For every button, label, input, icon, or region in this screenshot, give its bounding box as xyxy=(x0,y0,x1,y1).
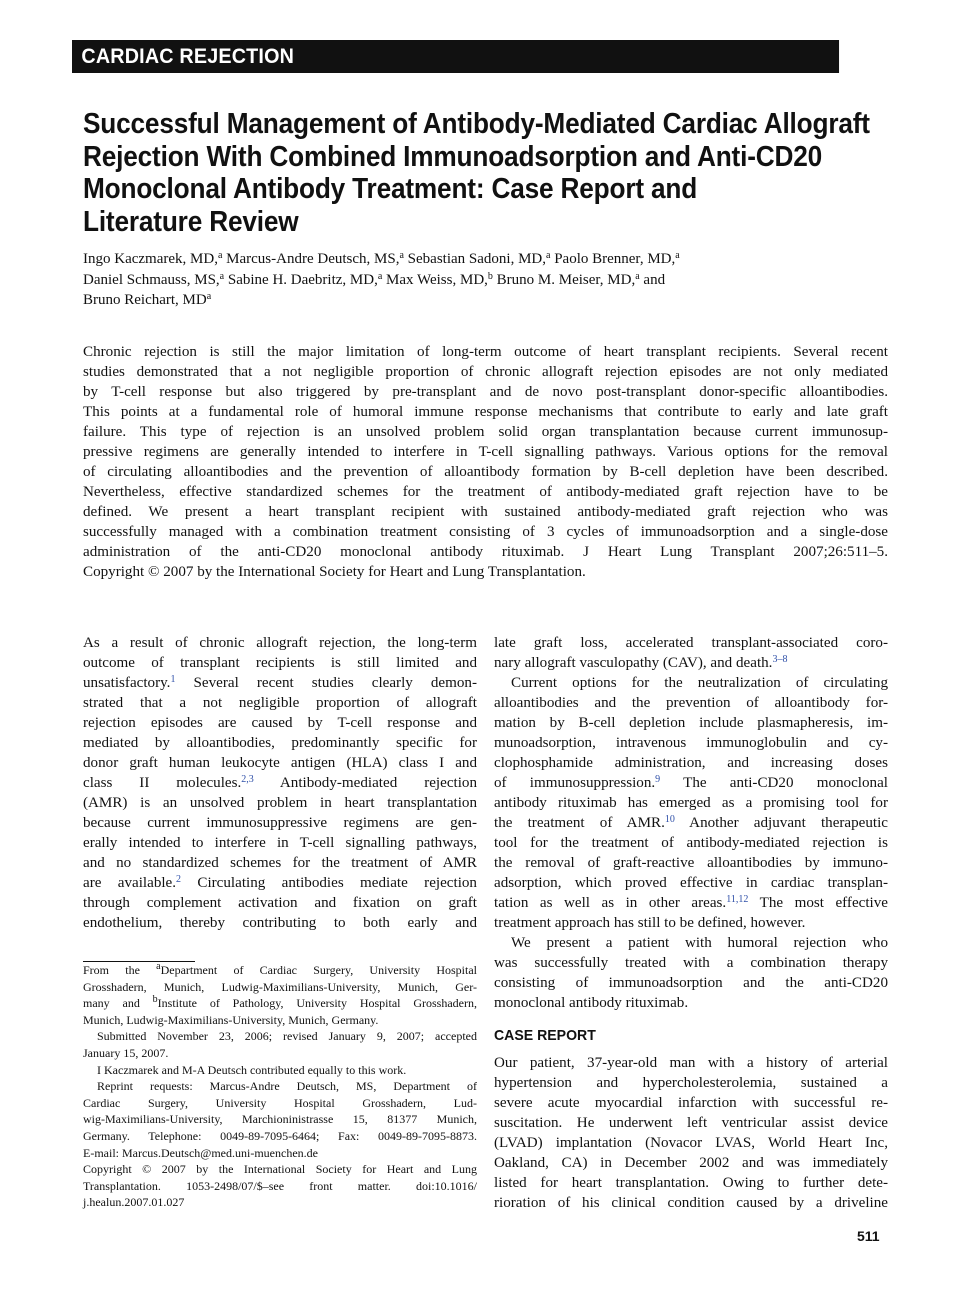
abstract-line: Nevertheless, effective standardized schemes for the treatment of antibody-mediated graft rejection have to be xyxy=(83,484,888,500)
text-run: tation as well as in other areas. xyxy=(494,895,727,911)
text-run: Department of Cardiac Surgery, University Hospital xyxy=(160,963,477,977)
author: Paolo Brenner, MD, xyxy=(550,251,676,267)
author: Bruno Reichart, MD xyxy=(83,292,207,308)
author-line xyxy=(83,270,883,291)
citation-link[interactable]: 3–8 xyxy=(772,654,788,665)
affiliation-mark: a xyxy=(546,250,551,261)
abstract-line: Copyright © 2007 by the International Society for Heart and Lung Transplantation. xyxy=(83,564,586,580)
author: Sabine H. Daebritz, MD, xyxy=(224,271,378,288)
citation-link[interactable]: 2 xyxy=(176,874,182,885)
body-line xyxy=(494,893,888,913)
section-heading-case-report: CASE REPORT xyxy=(494,1027,596,1044)
abstract-line: successfully managed with a combination treatment consisting of 3 cycles of immunoadsorption and a single-dose xyxy=(83,524,888,540)
affiliation-mark: a xyxy=(377,270,383,282)
body-line: through complement activation and fixation on graft xyxy=(83,895,477,911)
footnote-line: Reprint requests: Marcus-Andre Deutsch, MS, Department of xyxy=(97,1079,477,1094)
affiliation-mark: a xyxy=(219,270,225,282)
body-line: rioration of his clinical condition caused by a driveline xyxy=(494,1195,888,1211)
body-line xyxy=(494,773,888,793)
body-line: mation by B-cell depletion include plasmapheresis, im- xyxy=(494,715,888,731)
author-line xyxy=(83,290,883,311)
author-line xyxy=(83,249,883,270)
body-line: was successfully treated with a combination therapy xyxy=(494,955,888,971)
body-line: severe acute myocardial infarction with successful re- xyxy=(494,1095,888,1111)
body-line: Oakland, CA) in December 2002 and was immediately xyxy=(494,1155,888,1171)
body-line xyxy=(83,773,477,793)
body-line: (AMR) is an unsolved problem in heart transplantation xyxy=(83,795,477,811)
affiliation-mark: a xyxy=(399,250,404,261)
author-list xyxy=(83,249,883,311)
body-line: treatment approach has still to be defined, however. xyxy=(494,915,806,931)
body-line: (LVAD) implantation (Novacor LVAS, World Heart Inc, xyxy=(494,1135,888,1151)
affiliation-mark: b xyxy=(152,994,158,1006)
text-run: class II molecules. xyxy=(83,775,242,791)
footnote-line: Munich, Ludwig-Maximilians-University, Munich, Germany. xyxy=(83,1012,379,1027)
body-line: Current options for the neutralization of circulating xyxy=(511,675,888,691)
text-run: are available. xyxy=(83,875,177,891)
body-line: late graft loss, accelerated transplant-associated coro- xyxy=(494,635,888,651)
body-line: mediated by alloantibodies, predominantly specific for xyxy=(83,735,477,751)
affiliation-mark: b xyxy=(487,270,493,282)
body-line: donor graft human leukocyte antigen (HLA) class I and xyxy=(83,755,477,771)
footnote-line: Copyright © 2007 by the International Society for Heart and Lung xyxy=(83,1162,477,1177)
body-line: erally intended to interfere in T-cell signalling pathways, xyxy=(83,835,477,851)
footnotes xyxy=(83,962,477,1211)
body-line: and no standardized schemes for the treatment of AMR xyxy=(83,855,477,871)
title-line: Rejection With Combined Immunoadsorption and Anti-CD20 xyxy=(83,140,823,173)
body-line: Our patient, 37-year-old man with a history of arterial xyxy=(494,1055,888,1071)
footnote-line: Submitted November 23, 2006; revised January 9, 2007; accepted xyxy=(97,1029,477,1044)
text-run: unsatisfactory. xyxy=(83,675,171,691)
title-line: Monoclonal Antibody Treatment: Case Report and xyxy=(83,173,698,205)
body-line: consisting of immunoadsorption and the anti-CD20 xyxy=(494,975,888,991)
author: Daniel Schmauss, MS, xyxy=(83,271,220,288)
text-run: many and xyxy=(83,996,153,1011)
section-banner: CARDIAC REJECTION xyxy=(72,40,839,73)
abstract-line: studies demonstrated that a not negligible proportion of chronic allograft rejection episodes are not only mediated xyxy=(83,364,888,380)
body-line: suscitation. He underwent left ventricular assist device xyxy=(494,1115,888,1131)
body-line: outcome of transplant recipients is still limited and xyxy=(83,655,477,671)
footnote-line xyxy=(83,995,477,1012)
doi-link[interactable]: j.healun.2007.01.027 xyxy=(83,1195,185,1210)
page-number: 511 xyxy=(857,1228,880,1244)
body-line: As a result of chronic allograft rejection, the long-term xyxy=(83,635,477,651)
text-run: From the xyxy=(83,963,157,977)
title-line: Literature Review xyxy=(83,205,299,238)
body-line: strated that a not negligible proportion of allograft xyxy=(83,695,477,711)
article-title xyxy=(83,108,870,238)
text-run: Circulating antibodies mediate rejection xyxy=(181,875,477,891)
footnote-line: Grosshadern, Munich, Ludwig-Maximilians-University, Munich, Ger- xyxy=(83,979,477,994)
text-run: Antibody-mediated rejection xyxy=(253,775,477,791)
abstract-line: This points at a fundamental role of humoral immune response mechanisms that contribute to early and late graft xyxy=(83,404,888,420)
abstract-line: Chronic rejection is still the major limitation of long-term outcome of heart transplant recipients. Several recent xyxy=(83,344,888,360)
body-column-left xyxy=(83,633,477,933)
abstract-line: by T-cell response but also triggered by pre-transplant and de novo post-transplant donor-specific alloantibodies. xyxy=(83,384,888,400)
author: Ingo Kaczmarek, MD, xyxy=(83,251,218,267)
footnote-line: January 15, 2007. xyxy=(83,1045,169,1060)
text-run: The anti-CD20 monoclonal xyxy=(660,775,888,791)
affiliation-mark: a xyxy=(675,250,680,261)
affiliation-mark: a xyxy=(156,961,161,972)
author-conjunction: and xyxy=(639,271,666,288)
body-line: clophosphamide administration, and increasing doses xyxy=(494,755,888,771)
body-line: munoadsorption, intravenous immunoglobulin and cy- xyxy=(494,735,888,751)
abstract-line: failure. This type of rejection is an unsolved problem solid organ transplantation because current immunosup- xyxy=(83,424,888,440)
author: Max Weiss, MD, xyxy=(382,271,488,288)
body-line: listed for heart transplantation. Owing to further dete- xyxy=(494,1175,888,1191)
affiliation-mark: a xyxy=(206,291,212,302)
body-line: because current immunosuppressive regimens are gen- xyxy=(83,815,477,831)
citation-link[interactable]: 1 xyxy=(170,674,176,685)
body-line: rejection episodes are caused by T-cell response and xyxy=(83,715,477,731)
abstract-line: of circulating alloantibodies and the prevention of alloantibody formation by B-cell depletion have been described. xyxy=(83,464,888,480)
citation-link[interactable]: 11,12 xyxy=(726,894,749,905)
citation-link[interactable]: 10 xyxy=(664,814,675,825)
body-line: the removal of graft-reactive alloantibodies by immuno- xyxy=(494,855,888,871)
body-line: monoclonal antibody rituximab. xyxy=(494,995,689,1011)
footnote-line xyxy=(83,962,477,979)
footnote-line: Germany. Telephone: 0049-89-7095-6464; Fax: 0049-89-7095-8873. xyxy=(83,1128,477,1143)
footnote-line: Transplantation. 1053-2498/07/$–see front matter. doi:10.1016/ xyxy=(83,1178,477,1193)
body-line: adsorption, which proved effective in cardiac transplan- xyxy=(494,875,888,891)
body-line xyxy=(83,673,477,693)
body-line: hypertension and hypercholesterolemia, sustained a xyxy=(494,1075,888,1091)
affiliation-mark: a xyxy=(217,250,223,261)
body-line: antibody rituximab has emerged as a promising tool for xyxy=(494,795,888,811)
abstract-line: defined. We present a heart transplant recipient with sustained antibody-mediated graft rejection who was xyxy=(83,504,888,520)
author: Sebastian Sadoni, MD, xyxy=(403,251,546,267)
title-line: Successful Management of Antibody-Mediated Cardiac Allograft xyxy=(83,108,870,140)
email-link[interactable]: E-mail: Marcus.Deutsch@med.uni-muenchen.de xyxy=(83,1145,318,1160)
footnote-line: Cardiac Surgery, University Hospital Grosshadern, Lud- xyxy=(83,1095,477,1110)
abstract-line: administration of the anti-CD20 monoclonal antibody rituximab. J Heart Lung Transplant 2007;26:511–5. xyxy=(83,544,888,560)
body-line: We present a patient with humoral rejection who xyxy=(511,935,888,951)
body-line: endothelium, thereby contributing to both early and xyxy=(83,915,477,931)
footnote-line: I Kaczmarek and M-A Deutsch contributed equally to this work. xyxy=(97,1062,407,1077)
citation-link[interactable]: 9 xyxy=(655,774,661,785)
body-line: alloantibodies and the prevention of alloantibody for- xyxy=(494,695,888,711)
citation-link[interactable]: 2,3 xyxy=(241,774,254,785)
author: Marcus-Andre Deutsch, MS, xyxy=(222,251,400,267)
affiliation-mark: a xyxy=(635,270,640,282)
text-run: the treatment of AMR. xyxy=(494,815,665,831)
body-line: tool for the treatment of antibody-mediated rejection is xyxy=(494,835,888,851)
text-run: Institute of Pathology, University Hospital Grosshadern, xyxy=(157,996,477,1011)
abstract-line: pressive regimens are generally intended to interfere in T-cell signalling pathways. Various options for the removal xyxy=(83,444,888,460)
author: Bruno M. Meiser, MD, xyxy=(492,271,636,288)
case-report-body xyxy=(494,1053,888,1213)
footnote-line: wig-Maximilians-University, Marchioninistrasse 15, 81377 Munich, xyxy=(83,1112,477,1127)
text-run: of immunosuppression. xyxy=(494,775,656,791)
text-run: Several recent studies clearly demon- xyxy=(175,675,477,691)
text-run: Another adjuvant therapeutic xyxy=(674,815,888,831)
abstract xyxy=(83,342,888,582)
body-line xyxy=(494,813,888,833)
body-column-right xyxy=(494,633,888,1013)
text-run: nary allograft vasculopathy (CAV), and death. xyxy=(494,655,773,671)
body-line xyxy=(83,873,477,893)
body-line xyxy=(494,653,888,673)
text-run: The most effective xyxy=(748,895,888,911)
